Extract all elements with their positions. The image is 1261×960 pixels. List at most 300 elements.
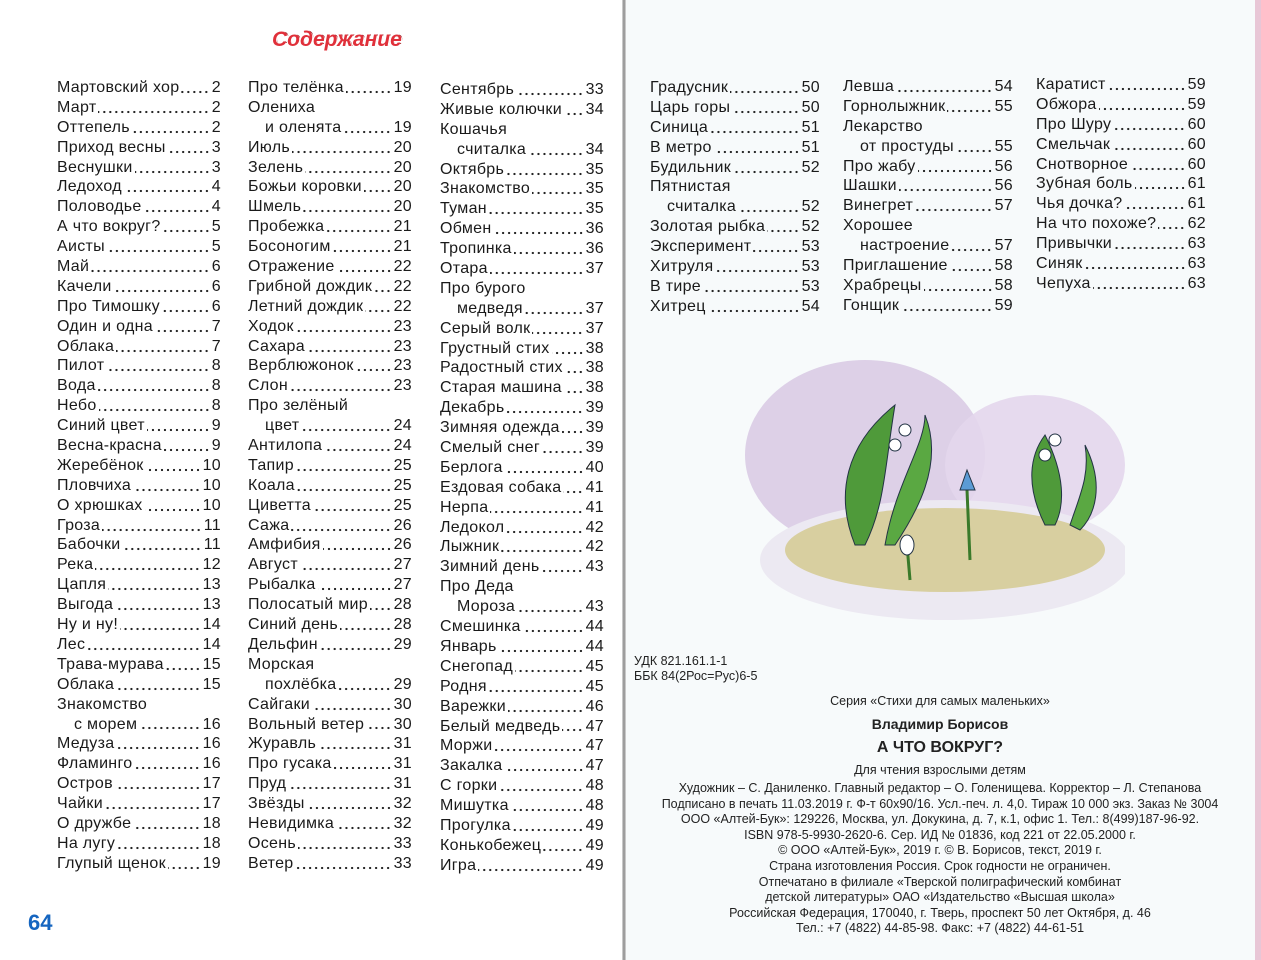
toc-entry-page: 49 <box>585 816 604 834</box>
toc-entry <box>248 237 412 257</box>
toc-entry-title: Пруд <box>248 775 287 793</box>
dot-leader <box>337 269 392 273</box>
toc-entry-page: 20 <box>393 138 412 156</box>
toc-entry <box>248 416 412 436</box>
toc-entry-page: 30 <box>393 715 412 733</box>
toc-entry <box>248 814 412 834</box>
toc-entry-title: Радостный стих <box>440 359 563 377</box>
toc-entry-title: Эксперимент <box>650 238 752 256</box>
toc-entry <box>57 555 221 575</box>
toc-entry-title: Отара <box>440 260 488 278</box>
toc-entry-title: Зимний день <box>440 558 540 576</box>
toc-entry-page: 20 <box>393 198 412 216</box>
toc-entry-title: Сайгаки <box>248 695 310 713</box>
toc-entry-title: цвет <box>265 417 300 435</box>
dot-leader <box>303 209 391 213</box>
toc-entry-page: 47 <box>585 757 604 775</box>
dot-leader <box>333 249 392 253</box>
toc-entry-title: Мишутка <box>440 797 509 815</box>
toc-entry-page: 59 <box>1187 95 1206 113</box>
toc-entry-title: Вольный ветер <box>248 715 365 733</box>
toc-entry-page: 63 <box>1187 255 1206 273</box>
toc-entry-page: 9 <box>211 437 221 455</box>
toc-entry-title: На что похоже? <box>1036 215 1157 233</box>
toc-entry <box>440 160 604 180</box>
dot-leader <box>528 152 583 156</box>
toc-entry <box>248 734 412 754</box>
dot-leader <box>899 188 993 192</box>
toc-entry <box>1036 115 1206 135</box>
toc-entry-title: Грустный стих <box>440 339 550 357</box>
toc-entry-title: Май <box>57 258 90 276</box>
toc-entry <box>650 277 820 297</box>
toc-entry <box>440 557 604 577</box>
dot-leader <box>516 92 584 96</box>
toc-entry-page: 31 <box>393 755 412 773</box>
bbk-code: ББК 84(2Рос=Рус)6-5 <box>634 669 758 683</box>
toc-entry-page: 8 <box>211 377 221 395</box>
dot-leader <box>297 488 392 492</box>
toc-entry-page: 52 <box>801 218 820 236</box>
toc-entry <box>57 158 221 178</box>
toc-entry <box>843 137 1013 157</box>
toc-entry-page: 15 <box>202 675 221 693</box>
toc-entry-page: 44 <box>585 637 604 655</box>
dot-leader <box>1158 226 1185 230</box>
toc-entry-page: 33 <box>393 834 412 852</box>
dot-leader <box>312 707 392 711</box>
dot-leader <box>295 866 391 870</box>
toc-entry-title: Полосатый мир <box>248 596 368 614</box>
toc-entry-title: Морская <box>248 655 315 673</box>
toc-entry-page: 52 <box>801 158 820 176</box>
toc-entry-page: 41 <box>585 478 604 496</box>
toc-entry-page: 58 <box>994 257 1013 275</box>
dot-leader <box>168 866 201 870</box>
dot-leader <box>562 728 583 732</box>
toc-entry <box>440 677 604 697</box>
toc-entry-page: 63 <box>1187 235 1206 253</box>
toc-entry-page: 38 <box>585 359 604 377</box>
toc-entry-title: Про Деда <box>440 578 514 596</box>
toc-entry <box>57 396 221 416</box>
dot-leader <box>296 329 392 333</box>
toc-entry-page: 44 <box>585 618 604 636</box>
toc-entry <box>248 516 412 536</box>
dot-leader <box>343 130 391 134</box>
toc-entry-title: Мартовский хор <box>57 79 180 96</box>
dot-leader <box>124 189 210 193</box>
toc-entry <box>440 577 604 597</box>
toc-entry-title: Привычки <box>1036 235 1113 253</box>
toc-entry <box>248 297 412 317</box>
toc-entry <box>440 458 604 478</box>
toc-entry-page: 61 <box>1187 175 1206 193</box>
toc-entry <box>440 219 604 239</box>
toc-entry-page: 49 <box>585 856 604 874</box>
toc-entry <box>248 337 412 357</box>
toc-entry <box>57 78 221 98</box>
toc-entry-page: 51 <box>801 138 820 156</box>
toc-entry-page: 11 <box>203 536 221 554</box>
toc-entry <box>57 138 221 158</box>
dot-leader <box>490 510 583 514</box>
toc-entry-page: 32 <box>393 814 412 832</box>
dot-leader <box>508 709 584 713</box>
toc-entry-page: 30 <box>393 695 412 713</box>
toc-entry-title: Царь горы <box>650 98 731 116</box>
toc-entry-title: Трава-мурава <box>57 655 164 673</box>
toc-entry-title: Горнолыжник <box>843 97 946 115</box>
toc-entry-page: 42 <box>585 518 604 536</box>
toc-entry <box>248 774 412 794</box>
dot-leader <box>563 490 583 494</box>
dot-leader <box>703 289 800 293</box>
author-name: Владимир Борисов <box>871 716 1009 732</box>
dot-leader <box>733 170 800 174</box>
toc-entry-page: 62 <box>1187 215 1206 233</box>
toc-entry <box>57 217 221 237</box>
dot-leader <box>1130 167 1186 171</box>
toc-entry <box>440 597 604 617</box>
toc-entry-title: Небо <box>57 397 97 415</box>
toc-entry-page: 45 <box>585 657 604 675</box>
toc-entry-title: считалка <box>667 198 737 216</box>
dot-leader <box>298 846 392 850</box>
dot-leader <box>505 470 584 474</box>
dot-leader <box>95 567 200 571</box>
toc-entry <box>57 416 221 436</box>
book-gutter <box>622 0 626 960</box>
toc-column-1 <box>57 78 221 874</box>
dot-leader <box>301 428 391 432</box>
toc-entry <box>57 615 221 635</box>
toc-entry <box>57 297 221 317</box>
audience-line: Для чтения взрослыми детям <box>854 763 1026 777</box>
toc-entry-page: 20 <box>393 178 412 196</box>
dot-leader <box>168 150 210 154</box>
toc-entry-page: 60 <box>1187 155 1206 173</box>
book-title: А ЧТО ВОКРУГ? <box>876 739 1004 756</box>
toc-entry <box>650 237 820 257</box>
toc-entry-title: Ходок <box>248 317 294 335</box>
toc-entry <box>57 834 221 854</box>
toc-entry <box>248 675 412 695</box>
toc-entry <box>440 776 604 796</box>
dot-leader <box>564 112 584 116</box>
toc-entry <box>440 120 604 140</box>
toc-entry-title: Про зелёный <box>248 397 349 415</box>
dot-leader <box>166 667 201 671</box>
toc-entry-page: 38 <box>585 339 604 357</box>
toc-entry <box>57 356 221 376</box>
toc-entry-title: Приглашение <box>843 257 948 275</box>
toc-entry-title: Хитрец <box>650 297 706 315</box>
dot-leader <box>139 726 200 730</box>
toc-entry-page: 24 <box>393 417 412 435</box>
toc-entry-page: 2 <box>211 118 221 136</box>
toc-entry-page: 17 <box>202 775 221 793</box>
imprint-line: ООО «Алтей-Бук»: 129226, Москва, ул. Докукина, д. 7, к.1, офис 1. Тел.: 8(499)187-96-92. <box>680 812 1200 827</box>
dot-leader <box>116 349 210 353</box>
imprint-line: Российская Федерация, 170040, г. Тверь, проспект 50 лет Октября, д. 46 <box>729 905 1151 920</box>
dot-leader <box>1112 147 1185 151</box>
toc-entry-title: Снегопад <box>440 657 513 675</box>
toc-entry <box>248 197 412 217</box>
toc-column-6 <box>1036 75 1206 294</box>
toc-entry-page: 6 <box>211 277 221 295</box>
toc-entry-page: 9 <box>211 417 221 435</box>
toc-entry-title: Живые колючки <box>440 100 562 118</box>
dot-leader <box>499 649 584 653</box>
dot-leader <box>99 408 210 412</box>
toc-entry-title: Октябрь <box>440 160 505 178</box>
toc-entry-title: Обжора <box>1036 95 1097 113</box>
dot-leader <box>163 229 210 233</box>
toc-entry <box>440 657 604 677</box>
toc-entry-page: 19 <box>393 118 412 136</box>
dot-leader <box>181 90 209 94</box>
toc-entry-page: 18 <box>202 834 221 852</box>
toc-entry <box>1036 174 1206 194</box>
toc-entry-page: 53 <box>801 258 820 276</box>
toc-entry-page: 18 <box>202 814 221 832</box>
toc-entry <box>440 498 604 518</box>
toc-entry-page: 4 <box>211 198 221 216</box>
toc-entry <box>248 595 412 615</box>
toc-entry <box>440 637 604 657</box>
toc-entry-page: 16 <box>202 755 221 773</box>
toc-entry-page: 38 <box>585 379 604 397</box>
dot-leader <box>162 309 210 313</box>
toc-entry-title: Слон <box>248 377 289 395</box>
toc-entry-title: Серый волк <box>440 319 531 337</box>
toc-entry-title: Оттепель <box>57 118 130 136</box>
toc-entry-page: 28 <box>393 616 412 634</box>
dot-leader <box>499 788 583 792</box>
dot-leader <box>300 567 392 571</box>
toc-entry-title: Река <box>57 556 94 574</box>
toc-entry-title: Зубная боль <box>1036 175 1133 193</box>
dot-leader <box>767 229 799 233</box>
toc-entry <box>248 456 412 476</box>
toc-entry-page: 60 <box>1187 115 1206 133</box>
toc-entry <box>440 518 604 538</box>
toc-entry <box>440 736 604 756</box>
toc-entry-title: Летний дождик <box>248 297 364 315</box>
toc-entry-title: Синий день <box>248 616 339 634</box>
toc-entry <box>1036 214 1206 234</box>
dot-leader <box>133 826 200 830</box>
toc-entry-title: Верблюжонок <box>248 357 354 375</box>
toc-entry-title: Храбрецы <box>843 276 922 294</box>
dot-leader <box>307 806 392 810</box>
dot-leader <box>105 806 201 810</box>
toc-entry-title: Декабрь <box>440 399 505 417</box>
toc-entry-title: Веснушки <box>57 158 133 176</box>
toc-entry-title: Лес <box>57 635 86 653</box>
toc-entry-title: Прогулка <box>440 816 511 834</box>
toc-entry-title: Сажа <box>248 516 290 534</box>
toc-entry-title: Отражение <box>248 258 335 276</box>
toc-entry-page: 32 <box>393 795 412 813</box>
imprint-line: Отпечатано в филиале «Тверской полиграфический комбинат <box>758 874 1122 889</box>
toc-entry-title: Белый медведь <box>440 717 561 735</box>
toc-entry-title: Винегрет <box>843 197 914 215</box>
toc-entry-title: На лугу <box>57 834 116 852</box>
toc-entry-title: Чья дочка? <box>1036 195 1123 213</box>
toc-entry-page: 34 <box>585 100 604 118</box>
toc-entry-title: Мороза <box>457 598 516 616</box>
dot-leader <box>102 528 202 532</box>
dot-leader <box>514 251 584 255</box>
toc-entry-title: Пятнистая <box>650 178 731 196</box>
toc-entry-title: Левша <box>843 78 895 95</box>
toc-entry-title: Остров <box>57 775 113 793</box>
toc-entry <box>57 317 221 337</box>
toc-entry <box>57 436 221 456</box>
toc-entry-page: 57 <box>994 197 1013 215</box>
dot-leader <box>1099 107 1186 111</box>
toc-entry-page: 26 <box>393 516 412 534</box>
toc-entry <box>248 496 412 516</box>
toc-entry-title: Знакомство <box>57 695 148 713</box>
dot-leader <box>324 448 391 452</box>
toc-entry-title: Хитруля <box>650 258 714 276</box>
toc-entry-title: Олениха <box>248 98 316 116</box>
toc-entry-title: Медуза <box>57 735 115 753</box>
imprint-line: © ООО «Алтей-Бук», 2019 г. © В. Борисов, текст, 2019 г. <box>778 843 1102 858</box>
toc-entry-page: 45 <box>585 677 604 695</box>
dot-leader <box>562 430 584 434</box>
toc-entry <box>57 715 221 735</box>
dot-leader <box>950 268 993 272</box>
toc-entry-page: 8 <box>211 397 221 415</box>
toc-entry-title: Про телёнка <box>248 79 344 96</box>
toc-entry-page: 26 <box>393 536 412 554</box>
dot-leader <box>1108 87 1186 91</box>
toc-entry-title: Аисты <box>57 238 105 256</box>
toc-entry <box>440 319 604 339</box>
toc-entry-page: 7 <box>211 337 221 355</box>
dot-leader <box>714 150 800 154</box>
dot-leader <box>115 786 201 790</box>
toc-entry-page: 35 <box>585 180 604 198</box>
toc-entry-title: Один и одна <box>57 317 153 335</box>
toc-entry-page: 53 <box>801 238 820 256</box>
toc-entry-title: Снотворное <box>1036 155 1129 173</box>
toc-entry <box>843 256 1013 276</box>
toc-entry <box>57 754 221 774</box>
toc-entry-title: Цапля <box>57 576 107 594</box>
dot-leader <box>523 629 584 633</box>
toc-entry <box>57 277 221 297</box>
toc-entry-title: Облака <box>57 337 115 355</box>
toc-entry-page: 27 <box>393 556 412 574</box>
toc-entry-title: с морем <box>74 715 138 733</box>
toc-entry <box>248 575 412 595</box>
toc-entry-title: В метро <box>650 138 712 156</box>
toc-entry-page: 56 <box>994 177 1013 195</box>
dot-leader <box>513 828 584 832</box>
toc-entry-title: Ледоход <box>57 178 122 196</box>
toc-entry <box>440 179 604 199</box>
toc-entry-title: и оленята <box>265 118 342 136</box>
dot-leader <box>340 627 392 631</box>
dot-leader <box>489 689 584 693</box>
toc-entry-title: О хрюшках <box>57 496 143 514</box>
toc-entry-title: Синий цвет <box>57 417 145 435</box>
toc-entry-title: Про Шуру <box>1036 115 1112 133</box>
toc-entry <box>248 217 412 237</box>
dot-leader <box>356 368 392 372</box>
dot-leader <box>292 150 392 154</box>
dot-leader <box>108 587 200 591</box>
dot-leader <box>915 208 992 212</box>
toc-entry <box>57 118 221 138</box>
toc-entry-page: 10 <box>202 476 221 494</box>
dot-leader <box>91 269 210 273</box>
toc-entry-title: Глупый щенок <box>57 854 166 872</box>
dot-leader <box>135 170 210 174</box>
toc-entry-title: Моржи <box>440 737 493 755</box>
dot-leader <box>708 309 800 313</box>
dot-leader <box>490 271 584 275</box>
toc-entry-title: Бабочки <box>57 536 121 554</box>
toc-entry <box>843 97 1013 117</box>
toc-entry-title: Шашки <box>843 177 897 195</box>
toc-entry <box>248 356 412 376</box>
toc-entry-page: 51 <box>801 118 820 136</box>
toc-entry-page: 16 <box>202 715 221 733</box>
toc-entry-page: 60 <box>1187 135 1206 153</box>
toc-entry <box>843 276 1013 296</box>
dot-leader <box>918 169 993 173</box>
dot-leader <box>541 569 583 573</box>
toc-entry-title: Гонщик <box>843 296 900 314</box>
udk-code: УДК 821.161.1-1 <box>634 654 728 668</box>
dot-leader <box>1135 186 1186 190</box>
toc-entry-title: Фламинго <box>57 755 133 773</box>
dot-leader <box>543 848 583 852</box>
dot-leader <box>732 110 799 114</box>
toc-entry <box>650 138 820 158</box>
toc-entry-title: Ездовая собака <box>440 478 562 496</box>
toc-entry <box>1036 274 1206 294</box>
imprint-line: Страна изготовления Россия. Срок годности не ограничен. <box>769 859 1111 873</box>
dot-leader <box>515 669 584 673</box>
dot-leader <box>106 368 209 372</box>
toc-entry <box>57 257 221 277</box>
toc-entry <box>843 296 1013 316</box>
toc-entry-page: 2 <box>211 98 221 116</box>
toc-entry <box>440 199 604 219</box>
toc-entry-page: 37 <box>585 319 604 337</box>
toc-entry-page: 46 <box>585 697 604 715</box>
toc-entry <box>248 177 412 197</box>
imprint-line: ISBN 978-5-9930-2620-6. Сер. ИД № 01836, код 221 от 22.05.2000 г. <box>744 827 1136 842</box>
dot-leader <box>365 309 391 313</box>
toc-entry <box>1036 155 1206 175</box>
toc-entry <box>650 257 820 277</box>
dot-leader <box>1113 127 1185 131</box>
toc-entry-title: Родня <box>440 677 487 695</box>
toc-entry <box>248 555 412 575</box>
toc-entry <box>248 396 412 416</box>
toc-entry-page: 61 <box>1187 195 1206 213</box>
dot-leader <box>738 209 799 213</box>
toc-entry <box>57 675 221 695</box>
